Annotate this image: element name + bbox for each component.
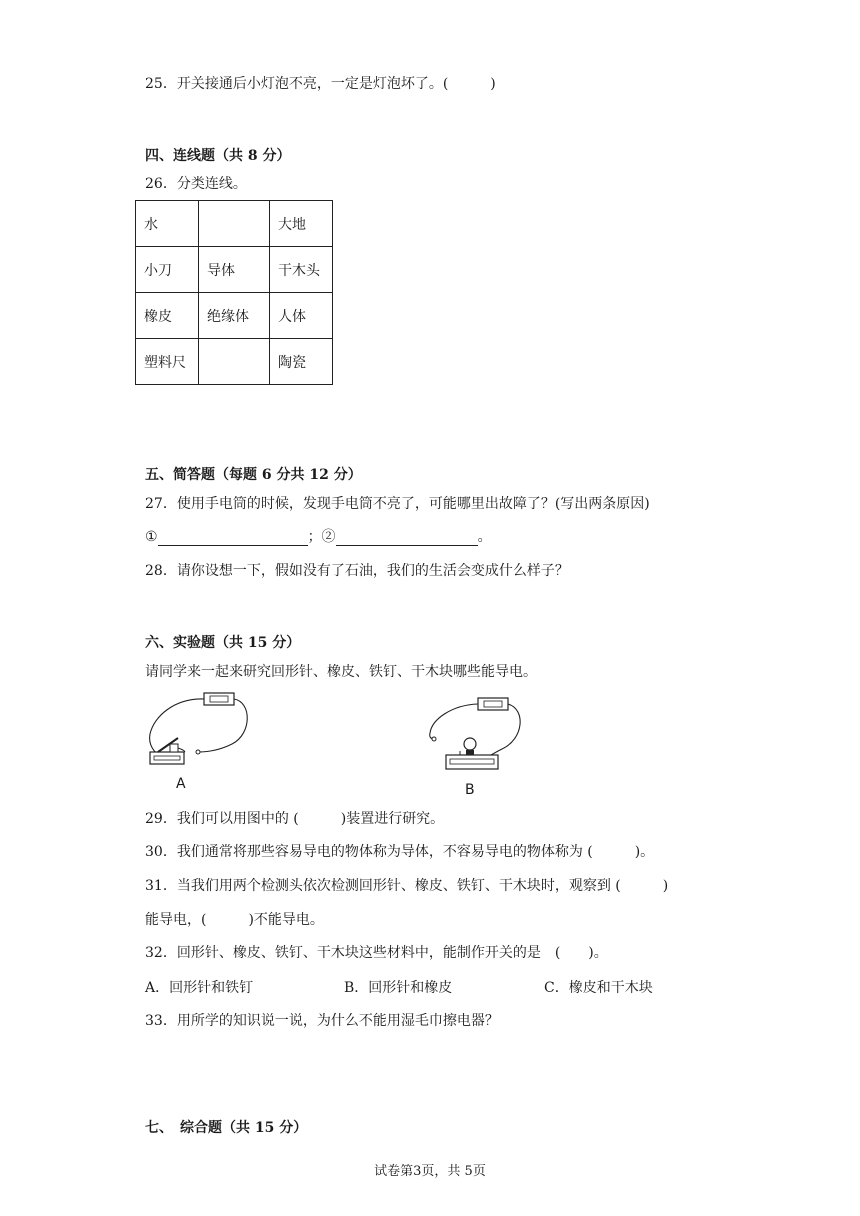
- table-row: [136, 201, 333, 247]
- question-32: 32．回形针、橡皮、铁钉、干木块这些材料中，能制作开关的是 ( )。: [145, 945, 608, 961]
- table-cell: [199, 339, 270, 385]
- table-cell: [199, 201, 270, 247]
- figure-b-label: B: [465, 782, 475, 798]
- table-cell: 绝缘体: [199, 293, 270, 339]
- table-row: [136, 247, 333, 293]
- question-33: 33．用所学的知识说一说，为什么不能用湿毛巾擦电器？: [145, 1013, 499, 1029]
- table-cell: 橡皮: [136, 293, 199, 339]
- answer-end: 。: [477, 529, 492, 545]
- section-6-intro: 请同学来一起来研究回形针、橡皮、铁钉、干木块哪些能导电。: [145, 664, 537, 680]
- question-31-line-2: 能导电，( )不能导电。: [145, 912, 324, 928]
- classification-table: [135, 200, 333, 385]
- answer-separator: ；②: [307, 529, 336, 545]
- table-row: [136, 339, 333, 385]
- table-cell: 水: [136, 201, 199, 247]
- option-a[interactable]: A．回形针和铁钉: [145, 980, 254, 996]
- question-31-line-1: 31．当我们用两个检测头依次检测回形针、橡皮、铁钉、干木块时，观察到 ( ): [145, 878, 669, 894]
- question-25: 25．开关接通后小灯泡不亮，一定是灯泡坏了。( ): [145, 76, 496, 92]
- section-5-heading: 五、简答题（每题 6 分共 12 分）: [145, 467, 362, 483]
- question-26: 26．分类连线。: [145, 176, 247, 192]
- table-cell: 小刀: [136, 247, 199, 293]
- question-29: 29．我们可以用图中的 ( )装置进行研究。: [145, 811, 445, 827]
- table-cell: 导体: [199, 247, 270, 293]
- answer-blank-1[interactable]: [158, 531, 308, 546]
- table-cell: 大地: [270, 201, 333, 247]
- page-footer: 试卷第3页，共 5页: [374, 1164, 486, 1179]
- table-cell: 塑料尺: [136, 339, 199, 385]
- question-27: 27．使用手电筒的时候，发现手电筒不亮了，可能哪里出故障了？(写出两条原因): [145, 496, 650, 512]
- option-b[interactable]: B．回形针和橡皮: [344, 980, 453, 996]
- section-6-heading: 六、实验题（共 15 分）: [145, 635, 301, 651]
- table-cell: 人体: [270, 293, 333, 339]
- question-28: 28．请你设想一下，假如没有了石油，我们的生活会变成什么样子？: [145, 563, 569, 579]
- option-c[interactable]: C．橡皮和干木块: [544, 980, 653, 996]
- section-7-heading: 七、 综合题（共 15 分）: [145, 1120, 308, 1136]
- figure-a-label: A: [176, 776, 186, 792]
- circuit-figure-b: [422, 695, 527, 775]
- table-cell: 干木头: [270, 247, 333, 293]
- answer-blank-2[interactable]: [336, 531, 478, 546]
- question-27-answer-line: [145, 528, 492, 546]
- circuit-figure-a: [140, 690, 255, 770]
- section-4-heading: 四、连线题（共 8 分）: [145, 148, 291, 164]
- table-row: [136, 293, 333, 339]
- answer-marker-1: ①: [145, 529, 158, 545]
- question-30: 30．我们通常将那些容易导电的物体称为导体，不容易导电的物体称为 ( )。: [145, 844, 655, 860]
- table-cell: 陶瓷: [270, 339, 333, 385]
